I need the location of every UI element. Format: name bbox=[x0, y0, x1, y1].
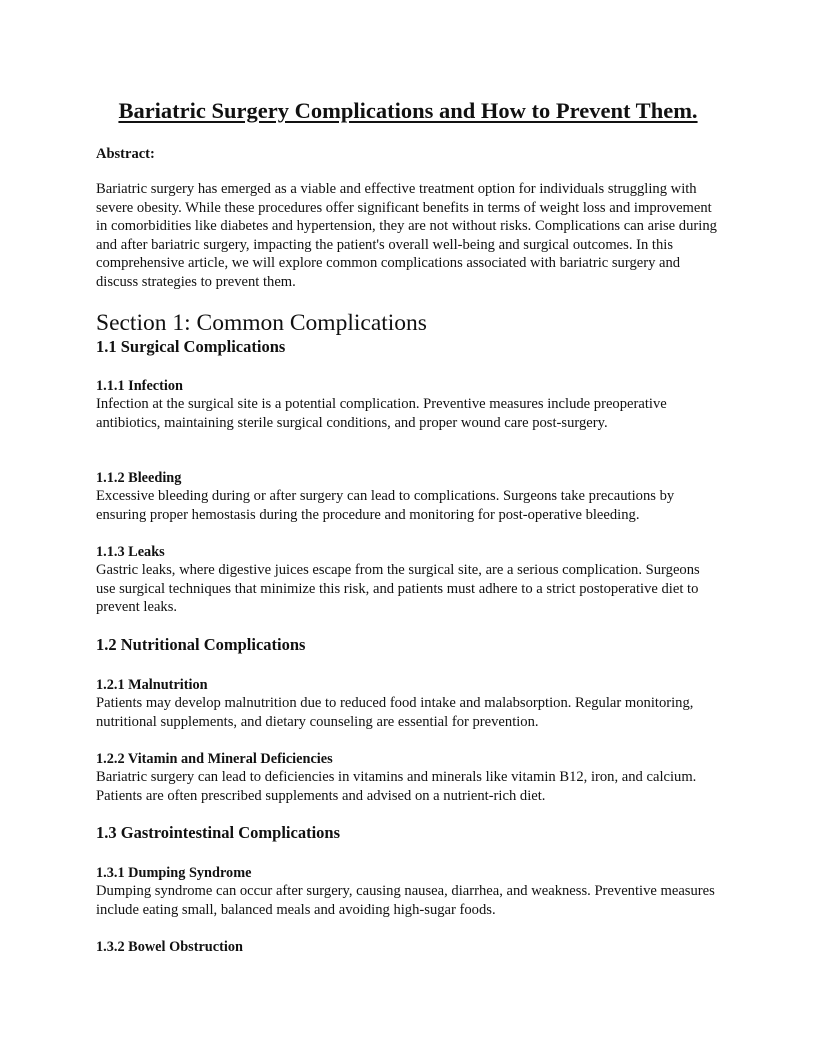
item-1-3-1-text: Dumping syndrome can occur after surgery, causing nausea, diarrhea, and weakness. Preventive measures include eating small, balanced meals and avoiding high-sugar foods. bbox=[96, 883, 715, 918]
item-1-1-3-text: Gastric leaks, where digestive juices escape from the surgical site, are a serious complication. Surgeons use surgical techniques that minimize this risk, and patients must adhere to a strict postoperative diet to prevent leaks. bbox=[96, 562, 700, 615]
item-1-2-2-heading: 1.2.2 Vitamin and Mineral Deficiencies bbox=[96, 751, 333, 767]
item-1-1-2-text: Excessive bleeding during or after surgery can lead to complications. Surgeons take precautions by ensuring proper hemostasis during the procedure and monitoring for post-operative bleeding. bbox=[96, 488, 675, 523]
item-1-2-1-text: Patients may develop malnutrition due to reduced food intake and malabsorption. Regular monitoring, nutritional supplements, and dietary counseling are essential for prevention. bbox=[96, 695, 694, 730]
item-1-3-1-heading: 1.3.1 Dumping Syndrome bbox=[96, 865, 252, 881]
section-1-heading: Section 1: Common Complications bbox=[96, 310, 427, 336]
subsection-1-2-heading: 1.2 Nutritional Complications bbox=[96, 635, 306, 654]
subsection-1-3-heading: 1.3 Gastrointestinal Complications bbox=[96, 823, 340, 842]
item-1-2-1-heading: 1.2.1 Malnutrition bbox=[96, 677, 208, 693]
abstract-text: Bariatric surgery has emerged as a viable and effective treatment option for individuals struggling with severe obesity. While these procedures offer significant benefits in terms of weight loss and improvement in comorbidities like diabetes and hypertension, they are not without risks. Complications can arise during and after bariatric surgery, impacting the patient's overall well-being and surgical outcomes. In this comprehensive article, we will explore common complications associated with bariatric surgery and discuss strategies to prevent them. bbox=[96, 181, 717, 290]
item-1-1-1-text: Infection at the surgical site is a potential complication. Preventive measures include preoperative antibiotics, maintaining sterile surgical conditions, and proper wound care post-surgery. bbox=[96, 396, 667, 431]
subsection-1-1-heading: 1.1 Surgical Complications bbox=[96, 337, 286, 356]
item-1-1-3-heading: 1.1.3 Leaks bbox=[96, 544, 165, 560]
item-1-3-2-heading: 1.3.2 Bowel Obstruction bbox=[96, 939, 243, 955]
item-1-1-2-heading: 1.1.2 Bleeding bbox=[96, 470, 182, 486]
abstract-label: Abstract: bbox=[96, 146, 155, 162]
document-title: Bariatric Surgery Complications and How to Prevent Them. bbox=[118, 98, 698, 123]
item-1-1-1-heading: 1.1.1 Infection bbox=[96, 378, 183, 394]
item-1-2-2-text: Bariatric surgery can lead to deficiencies in vitamins and minerals like vitamin B12, iron, and calcium. Patients are often prescribed supplements and advised on a nutrient-rich diet. bbox=[96, 769, 697, 804]
